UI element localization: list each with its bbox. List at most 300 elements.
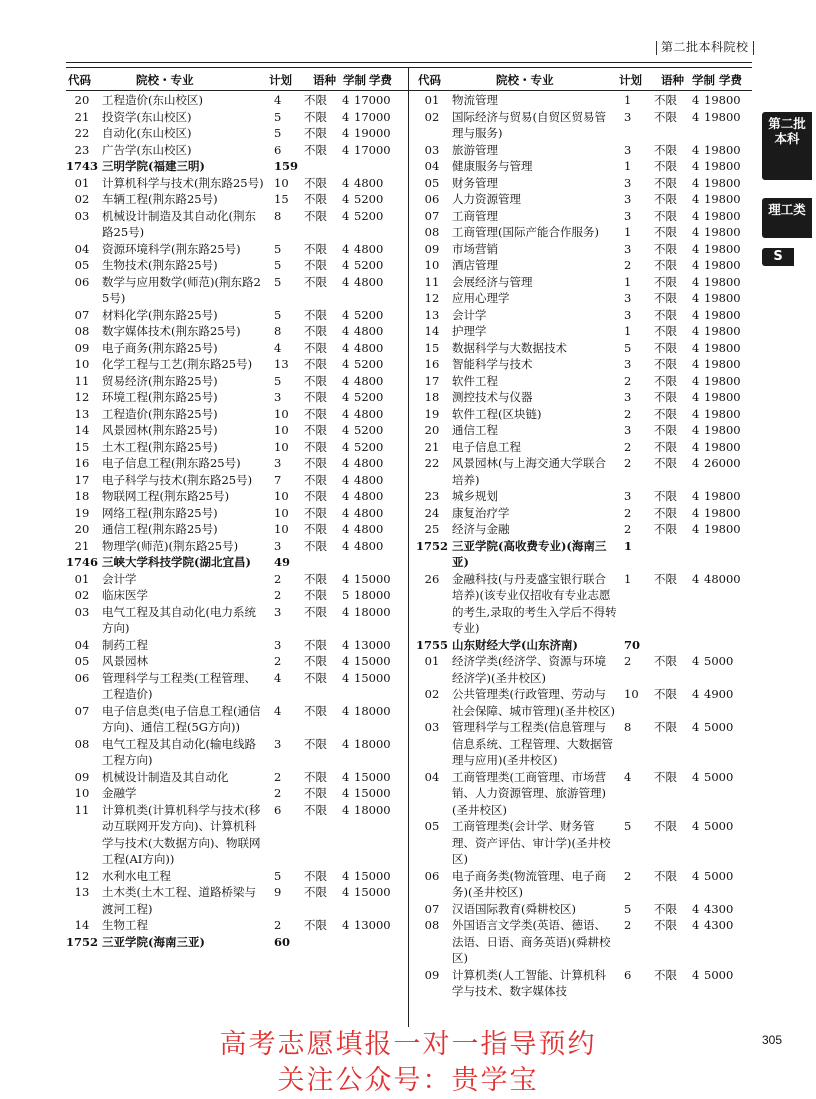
name-cell: 网络工程(荆东路25号) xyxy=(102,505,218,520)
lang-cell: 不限 xyxy=(654,901,677,916)
years-cell: 4 xyxy=(692,423,700,437)
code-cell: 20 xyxy=(74,93,90,107)
code-cell: 02 xyxy=(74,588,90,602)
fee-cell: 4800 xyxy=(354,456,384,470)
plan-cell: 49 xyxy=(274,555,291,569)
code-cell: 19 xyxy=(424,406,440,421)
fee-cell: 4800 xyxy=(354,340,384,355)
years-cell: 4 xyxy=(342,307,350,322)
lang-cell: 不限 xyxy=(304,109,327,124)
major-row xyxy=(66,323,406,340)
years-cell: 4 xyxy=(342,786,350,800)
plan-cell: 15 xyxy=(274,192,289,206)
code-cell: 25 xyxy=(424,522,440,536)
code-cell: 10 xyxy=(74,357,90,371)
plan-cell: 10 xyxy=(274,175,289,190)
lang-cell: 不限 xyxy=(304,373,327,388)
page-number: 305 xyxy=(762,1033,783,1047)
plan-cell: 1 xyxy=(624,571,632,586)
plan-cell: 8 xyxy=(274,324,282,338)
fee-cell: 4800 xyxy=(354,324,384,338)
plan-cell: 6 xyxy=(274,802,282,817)
major-row xyxy=(416,241,756,258)
fee-cell: 5200 xyxy=(354,357,384,371)
code-cell: 1746 xyxy=(66,555,99,569)
watermark-line-1: 高考志愿填报一对一指导预约 xyxy=(219,1029,597,1060)
lang-cell: 不限 xyxy=(654,340,677,355)
plan-cell: 3 xyxy=(274,538,282,553)
major-row xyxy=(416,224,756,241)
plan-cell: 3 xyxy=(274,604,282,619)
fee-cell: 17000 xyxy=(354,142,391,157)
plan-cell: 2 xyxy=(274,571,282,586)
major-row xyxy=(66,670,406,703)
plan-cell: 4 xyxy=(274,93,282,107)
major-row xyxy=(416,340,756,357)
lang-cell: 不限 xyxy=(304,538,327,553)
school-row xyxy=(66,158,406,175)
fee-cell: 4800 xyxy=(354,175,384,190)
name-cell: 物流管理 xyxy=(452,93,498,107)
lang-cell: 不限 xyxy=(654,142,677,157)
plan-cell: 2 xyxy=(624,439,632,454)
fee-cell: 15000 xyxy=(354,571,391,586)
years-cell: 4 xyxy=(692,918,700,932)
name-cell: 风景园林(荆东路25号) xyxy=(102,423,218,437)
lang-cell: 不限 xyxy=(304,489,327,503)
years-cell: 4 xyxy=(692,291,700,305)
lang-cell: 不限 xyxy=(304,423,327,437)
years-cell: 4 xyxy=(342,126,350,140)
plan-cell: 5 xyxy=(274,109,282,124)
major-row xyxy=(416,818,756,868)
years-cell: 4 xyxy=(692,208,700,223)
code-cell: 01 xyxy=(424,654,440,668)
years-cell: 4 xyxy=(342,703,350,718)
major-row xyxy=(416,653,756,686)
code-cell: 21 xyxy=(74,538,90,553)
lang-cell: 不限 xyxy=(304,604,327,619)
years-cell: 4 xyxy=(342,802,350,817)
name-cell: 电子信息工程(荆东路25号) xyxy=(102,456,241,470)
fee-cell: 5200 xyxy=(354,208,384,223)
fee-cell: 19800 xyxy=(704,225,741,239)
name-cell: 风景园林(与上海交通大学联合培养) xyxy=(452,456,606,487)
years-cell: 4 xyxy=(342,423,350,437)
code-cell: 08 xyxy=(74,736,90,751)
major-row xyxy=(66,109,406,126)
plan-cell: 2 xyxy=(274,769,282,784)
code-cell: 09 xyxy=(74,340,90,355)
fee-cell: 15000 xyxy=(354,868,391,883)
name-cell: 贸易经济(荆东路25号) xyxy=(102,373,218,388)
fee-cell: 48000 xyxy=(704,571,741,586)
major-row xyxy=(66,241,406,258)
code-cell: 12 xyxy=(74,868,90,883)
fee-cell: 19800 xyxy=(704,373,741,388)
plan-cell: 3 xyxy=(624,192,632,206)
major-row xyxy=(66,571,406,588)
name-cell: 自动化(东山校区) xyxy=(102,126,192,140)
name-cell: 临床医学 xyxy=(102,588,148,602)
fee-cell: 4800 xyxy=(354,489,384,503)
plan-cell: 2 xyxy=(624,406,632,421)
fee-cell: 18000 xyxy=(354,802,391,817)
code-cell: 22 xyxy=(424,456,440,470)
name-cell: 材料化学(荆东路25号) xyxy=(102,307,218,322)
fee-cell: 4800 xyxy=(354,472,384,487)
code-cell: 02 xyxy=(74,192,90,206)
plan-cell: 2 xyxy=(274,654,282,668)
major-row xyxy=(416,686,756,719)
years-cell: 5 xyxy=(342,588,350,602)
lang-cell: 不限 xyxy=(654,522,677,536)
code-cell: 15 xyxy=(74,439,90,454)
lang-cell: 不限 xyxy=(654,357,677,371)
plan-cell: 3 xyxy=(274,390,282,404)
years-cell: 4 xyxy=(342,604,350,619)
plan-cell: 3 xyxy=(624,489,632,503)
years-cell: 4 xyxy=(342,522,350,536)
plan-cell: 159 xyxy=(274,159,299,173)
lang-cell: 不限 xyxy=(304,868,327,883)
years-cell: 4 xyxy=(342,406,350,421)
name-cell: 广告学(东山校区) xyxy=(102,142,192,157)
plan-cell: 5 xyxy=(274,307,282,322)
fee-cell: 19800 xyxy=(704,142,741,157)
major-row xyxy=(66,703,406,736)
code-cell: 08 xyxy=(424,225,440,239)
years-cell: 4 xyxy=(692,258,700,272)
code-cell: 03 xyxy=(74,604,90,619)
code-cell: 10 xyxy=(74,786,90,800)
major-row xyxy=(66,917,406,934)
lang-cell: 不限 xyxy=(304,307,327,322)
header-fee: 学费 xyxy=(369,73,392,87)
years-cell: 4 xyxy=(342,538,350,553)
fee-cell: 5200 xyxy=(354,192,384,206)
name-cell: 电气工程及其自动化(输电线路工程方向) xyxy=(102,736,256,767)
plan-cell: 8 xyxy=(624,720,632,734)
code-cell: 06 xyxy=(424,192,440,206)
lang-cell: 不限 xyxy=(654,687,677,701)
plan-cell: 60 xyxy=(274,934,291,949)
major-row xyxy=(66,373,406,390)
code-cell: 17 xyxy=(74,472,90,487)
header-years: 学制 xyxy=(692,73,715,87)
plan-cell: 2 xyxy=(274,918,282,932)
major-row xyxy=(416,521,756,538)
years-cell: 4 xyxy=(342,208,350,223)
name-cell: 工商管理类(会计学、财务管理、资产评估、审计学)(圣井校区) xyxy=(452,819,611,866)
years-cell: 4 xyxy=(692,192,700,206)
plan-cell: 2 xyxy=(624,258,632,272)
fee-cell: 5000 xyxy=(704,967,734,982)
lang-cell: 不限 xyxy=(304,637,327,652)
major-row xyxy=(416,389,756,406)
years-cell: 4 xyxy=(692,357,700,371)
lang-cell: 不限 xyxy=(654,868,677,883)
code-cell: 03 xyxy=(424,142,440,157)
name-cell: 金融科技(与丹麦盛宝银行联合培养)(该专业仅招收有专业志愿的考生,录取的考生入学后不得转专业) xyxy=(452,571,617,635)
name-cell: 三峡大学科技学院(湖北宜昌) xyxy=(102,555,251,569)
lang-cell: 不限 xyxy=(304,406,327,421)
major-row xyxy=(66,604,406,637)
code-cell: 02 xyxy=(424,109,440,124)
lang-cell: 不限 xyxy=(654,489,677,503)
plan-cell: 3 xyxy=(624,175,632,190)
school-row xyxy=(66,554,406,571)
years-cell: 4 xyxy=(692,241,700,256)
fee-cell: 19800 xyxy=(704,159,741,173)
left-table-column xyxy=(66,92,406,950)
years-cell: 4 xyxy=(692,489,700,503)
code-cell: 12 xyxy=(424,291,440,305)
years-cell: 4 xyxy=(342,918,350,932)
fee-cell: 13000 xyxy=(354,637,391,652)
lang-cell: 不限 xyxy=(654,423,677,437)
fee-cell: 5000 xyxy=(704,769,734,784)
name-cell: 电子信息工程 xyxy=(452,439,521,454)
name-cell: 制药工程 xyxy=(102,637,148,652)
plan-cell: 2 xyxy=(624,918,632,932)
name-cell: 工商管理 xyxy=(452,208,498,223)
lang-cell: 不限 xyxy=(304,357,327,371)
years-cell: 4 xyxy=(692,307,700,322)
lang-cell: 不限 xyxy=(304,472,327,487)
plan-cell: 3 xyxy=(624,357,632,371)
plan-cell: 8 xyxy=(274,208,282,223)
code-cell: 06 xyxy=(74,670,90,685)
code-cell: 07 xyxy=(424,208,440,223)
major-row xyxy=(416,422,756,439)
lang-cell: 不限 xyxy=(654,274,677,289)
plan-cell: 2 xyxy=(624,522,632,536)
plan-cell: 2 xyxy=(624,868,632,883)
major-row xyxy=(416,257,756,274)
lang-cell: 不限 xyxy=(304,390,327,404)
code-cell: 12 xyxy=(74,390,90,404)
plan-cell: 1 xyxy=(624,159,632,173)
name-cell: 人力资源管理 xyxy=(452,192,521,206)
code-cell: 22 xyxy=(74,126,90,140)
code-cell: 01 xyxy=(74,175,90,190)
lang-cell: 不限 xyxy=(654,324,677,338)
plan-cell: 2 xyxy=(274,786,282,800)
name-cell: 会展经济与管理 xyxy=(452,274,533,289)
name-cell: 经济学类(经济学、资源与环境经济学)(圣井校区) xyxy=(452,654,606,685)
years-cell: 4 xyxy=(342,324,350,338)
fee-cell: 19800 xyxy=(704,258,741,272)
fee-cell: 5200 xyxy=(354,390,384,404)
fee-cell: 19800 xyxy=(704,522,741,536)
name-cell: 投资学(东山校区) xyxy=(102,109,192,124)
lang-cell: 不限 xyxy=(304,175,327,190)
major-row xyxy=(66,736,406,769)
lang-cell: 不限 xyxy=(304,885,327,899)
fee-cell: 19800 xyxy=(704,489,741,503)
major-row xyxy=(66,785,406,802)
table-head-rule-top xyxy=(66,67,752,68)
name-cell: 会计学 xyxy=(452,307,487,322)
fee-cell: 5000 xyxy=(704,868,734,883)
plan-cell: 3 xyxy=(274,456,282,470)
major-row xyxy=(66,521,406,538)
code-cell: 07 xyxy=(74,307,90,322)
major-row xyxy=(66,802,406,868)
years-cell: 4 xyxy=(342,192,350,206)
code-cell: 07 xyxy=(424,901,440,916)
plan-cell: 5 xyxy=(624,340,632,355)
lang-cell: 不限 xyxy=(654,720,677,734)
name-cell: 工程造价(东山校区) xyxy=(102,93,203,107)
name-cell: 电气工程及其自动化(电力系统方向) xyxy=(102,604,256,635)
fee-cell: 4800 xyxy=(354,538,384,553)
fee-cell: 19800 xyxy=(704,109,741,124)
major-row xyxy=(66,637,406,654)
code-cell: 04 xyxy=(74,637,90,652)
lang-cell: 不限 xyxy=(304,324,327,338)
fee-cell: 5200 xyxy=(354,258,384,272)
name-cell: 山东财经大学(山东济南) xyxy=(452,637,578,652)
years-cell: 4 xyxy=(692,720,700,734)
lang-cell: 不限 xyxy=(654,159,677,173)
major-row xyxy=(66,340,406,357)
lang-cell: 不限 xyxy=(654,406,677,421)
code-cell: 13 xyxy=(424,307,440,322)
major-row xyxy=(66,257,406,274)
name-cell: 数据科学与大数据技术 xyxy=(452,340,567,355)
years-cell: 4 xyxy=(692,225,700,239)
name-cell: 机械设计制造及其自动化(荆东路25号) xyxy=(102,208,256,239)
major-row xyxy=(66,142,406,159)
side-tab-category: 理工类 xyxy=(762,198,812,238)
major-row xyxy=(416,175,756,192)
years-cell: 4 xyxy=(692,654,700,668)
code-cell: 13 xyxy=(74,885,90,899)
years-cell: 4 xyxy=(342,175,350,190)
fee-cell: 15000 xyxy=(354,670,391,685)
lang-cell: 不限 xyxy=(654,918,677,932)
major-row xyxy=(66,587,406,604)
name-cell: 计算机类(计算机科学与技术(移动互联网开发方向)、计算机科学与技术(大数据方向)、物联网工程(AI方向)) xyxy=(102,802,261,866)
fee-cell: 4300 xyxy=(704,901,734,916)
name-cell: 智能科学与技术 xyxy=(452,357,533,371)
lang-cell: 不限 xyxy=(304,93,327,107)
lang-cell: 不限 xyxy=(304,241,327,256)
years-cell: 4 xyxy=(692,274,700,289)
years-cell: 4 xyxy=(342,258,350,272)
plan-cell: 4 xyxy=(274,703,282,718)
lang-cell: 不限 xyxy=(304,208,327,223)
lang-cell: 不限 xyxy=(654,208,677,223)
code-cell: 14 xyxy=(74,423,90,437)
fee-cell: 15000 xyxy=(354,885,391,899)
fee-cell: 19800 xyxy=(704,324,741,338)
fee-cell: 19800 xyxy=(704,192,741,206)
fee-cell: 18000 xyxy=(354,703,391,718)
code-cell: 24 xyxy=(424,505,440,520)
plan-cell: 3 xyxy=(274,637,282,652)
major-row xyxy=(66,439,406,456)
lang-cell: 不限 xyxy=(304,505,327,520)
code-cell: 23 xyxy=(74,142,90,157)
fee-cell: 15000 xyxy=(354,654,391,668)
code-cell: 04 xyxy=(424,159,440,173)
major-row xyxy=(66,307,406,324)
years-cell: 4 xyxy=(342,654,350,668)
code-cell: 1752 xyxy=(416,538,449,553)
name-cell: 生物工程 xyxy=(102,918,148,932)
major-row xyxy=(416,158,756,175)
name-cell: 环境工程(荆东路25号) xyxy=(102,390,218,404)
major-row xyxy=(416,901,756,918)
name-cell: 土木工程(荆东路25号) xyxy=(102,439,218,454)
name-cell: 电子信息类(电子信息工程(通信方向)、通信工程(5G方向)) xyxy=(102,703,261,734)
lang-cell: 不限 xyxy=(654,258,677,272)
header-lang: 语种 xyxy=(313,73,336,87)
fee-cell: 5000 xyxy=(704,819,734,833)
years-cell: 4 xyxy=(342,637,350,652)
name-cell: 风景园林 xyxy=(102,654,148,668)
name-cell: 工程造价(荆东路25号) xyxy=(102,406,218,421)
years-cell: 4 xyxy=(692,505,700,520)
major-row xyxy=(416,323,756,340)
plan-cell: 9 xyxy=(274,885,282,899)
lang-cell: 不限 xyxy=(654,390,677,404)
plan-cell: 10 xyxy=(274,505,289,520)
name-cell: 城乡规划 xyxy=(452,489,498,503)
major-row xyxy=(416,571,756,637)
lang-cell: 不限 xyxy=(654,456,677,470)
name-cell: 计算机科学与技术(荆东路25号) xyxy=(102,175,264,190)
years-cell: 4 xyxy=(692,868,700,883)
plan-cell: 2 xyxy=(624,373,632,388)
fee-cell: 4300 xyxy=(704,918,734,932)
plan-cell: 5 xyxy=(274,241,282,256)
major-row xyxy=(66,868,406,885)
plan-cell: 5 xyxy=(624,819,632,833)
name-cell: 旅游管理 xyxy=(452,142,498,157)
years-cell: 4 xyxy=(692,819,700,833)
major-row xyxy=(66,406,406,423)
years-cell: 4 xyxy=(692,687,700,701)
name-cell: 物理学(师范)(荆东路25号) xyxy=(102,538,239,553)
code-cell: 08 xyxy=(74,324,90,338)
lang-cell: 不限 xyxy=(654,225,677,239)
years-cell: 4 xyxy=(692,390,700,404)
watermark-line-2: 关注公众号：贵学宝 xyxy=(277,1065,539,1096)
lang-cell: 不限 xyxy=(654,373,677,388)
fee-cell: 5200 xyxy=(354,307,384,322)
column-divider xyxy=(408,67,409,1027)
years-cell: 4 xyxy=(342,505,350,520)
fee-cell: 15000 xyxy=(354,769,391,784)
fee-cell: 19800 xyxy=(704,175,741,190)
code-cell: 16 xyxy=(74,456,90,470)
name-cell: 护理学 xyxy=(452,324,487,338)
major-row xyxy=(66,884,406,917)
plan-cell: 10 xyxy=(274,406,289,421)
name-cell: 计算机类(人工智能、计算机科学与技术、数字媒体技 xyxy=(452,967,606,998)
lang-cell: 不限 xyxy=(654,291,677,305)
years-cell: 4 xyxy=(692,967,700,982)
name-cell: 化学工程与工艺(荆东路25号) xyxy=(102,357,253,371)
lang-cell: 不限 xyxy=(654,109,677,124)
fee-cell: 5200 xyxy=(354,423,384,437)
plan-cell: 1 xyxy=(624,274,632,289)
plan-cell: 4 xyxy=(624,769,632,784)
